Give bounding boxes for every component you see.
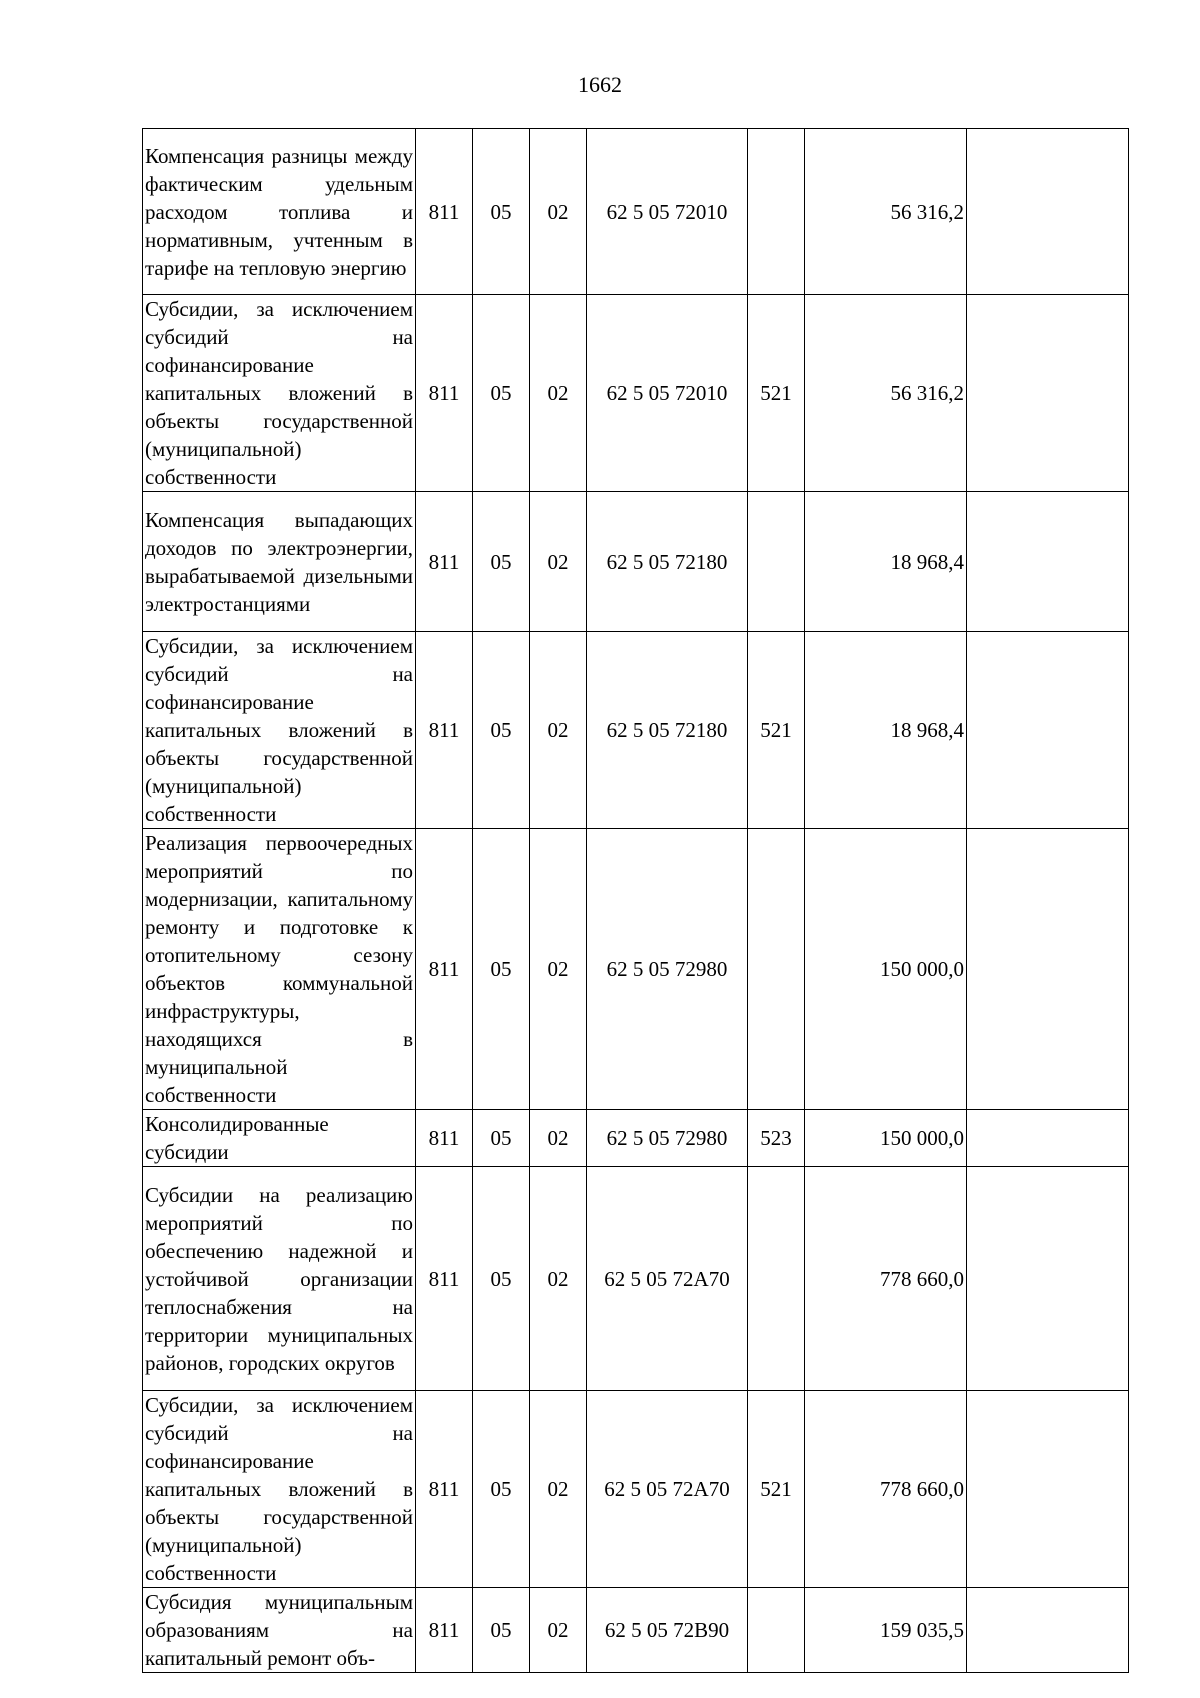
ved-code: 811 <box>416 1588 473 1673</box>
ved-code: 811 <box>416 632 473 829</box>
row-name: Субсидии, за исключением субсидий на софинансирование капитальных вложений в объекты государственной (муниципальной) собственности <box>143 632 416 829</box>
subsection-code: 02 <box>530 1588 587 1673</box>
subsection-code: 02 <box>530 492 587 632</box>
row-name: Субсидии, за исключением субсидий на софинансирование капитальных вложений в объекты государственной (муниципальной) собственности <box>143 1391 416 1588</box>
target-article-code: 62 5 05 72980 <box>587 1110 748 1167</box>
table-row <box>143 492 1129 632</box>
section-code: 05 <box>473 632 530 829</box>
target-article-code: 62 5 05 72180 <box>587 632 748 829</box>
amount: 778 660,0 <box>805 1391 967 1588</box>
amount: 18 968,4 <box>805 492 967 632</box>
amount: 56 316,2 <box>805 129 967 295</box>
subsection-code: 02 <box>530 1110 587 1167</box>
table-row <box>143 829 1129 1110</box>
extra-cell <box>967 632 1129 829</box>
amount: 778 660,0 <box>805 1167 967 1391</box>
table-row <box>143 632 1129 829</box>
expense-type-code: 521 <box>748 632 805 829</box>
target-article-code: 62 5 05 72180 <box>587 492 748 632</box>
expense-type-code: 523 <box>748 1110 805 1167</box>
ved-code: 811 <box>416 129 473 295</box>
subsection-code: 02 <box>530 632 587 829</box>
subsection-code: 02 <box>530 129 587 295</box>
amount: 56 316,2 <box>805 295 967 492</box>
ved-code: 811 <box>416 295 473 492</box>
extra-cell <box>967 1588 1129 1673</box>
table-row <box>143 1588 1129 1673</box>
extra-cell <box>967 295 1129 492</box>
target-article-code: 62 5 05 72А70 <box>587 1167 748 1391</box>
amount: 150 000,0 <box>805 1110 967 1167</box>
expense-type-code <box>748 129 805 295</box>
expense-type-code <box>748 1167 805 1391</box>
row-name: Консолидированные субсидии <box>143 1110 416 1167</box>
subsection-code: 02 <box>530 1391 587 1588</box>
amount: 150 000,0 <box>805 829 967 1110</box>
row-name: Субсидия муниципальным образованиям на капитальный ремонт объ- <box>143 1588 416 1673</box>
expense-type-code <box>748 1588 805 1673</box>
table-row <box>143 1110 1129 1167</box>
ved-code: 811 <box>416 829 473 1110</box>
section-code: 05 <box>473 1167 530 1391</box>
table-row <box>143 1167 1129 1391</box>
section-code: 05 <box>473 1588 530 1673</box>
extra-cell <box>967 1391 1129 1588</box>
target-article-code: 62 5 05 72А70 <box>587 1391 748 1588</box>
target-article-code: 62 5 05 72010 <box>587 295 748 492</box>
row-name: Субсидии, за исключением субсидий на софинансирование капитальных вложений в объекты государственной (муниципальной) собственности <box>143 295 416 492</box>
table-row <box>143 129 1129 295</box>
section-code: 05 <box>473 1110 530 1167</box>
extra-cell <box>967 492 1129 632</box>
extra-cell <box>967 129 1129 295</box>
target-article-code: 62 5 05 72010 <box>587 129 748 295</box>
page-number: 1662 <box>578 72 622 97</box>
amount: 18 968,4 <box>805 632 967 829</box>
amount: 159 035,5 <box>805 1588 967 1673</box>
expense-type-code: 521 <box>748 295 805 492</box>
extra-cell <box>967 1110 1129 1167</box>
ved-code: 811 <box>416 1167 473 1391</box>
extra-cell <box>967 829 1129 1110</box>
subsection-code: 02 <box>530 295 587 492</box>
extra-cell <box>967 1167 1129 1391</box>
table-row <box>143 295 1129 492</box>
table-row <box>143 1391 1129 1588</box>
section-code: 05 <box>473 1391 530 1588</box>
ved-code: 811 <box>416 492 473 632</box>
subsection-code: 02 <box>530 829 587 1110</box>
row-name: Компенсация разницы между фактическим удельным расходом топлива и нормативным, учтенным в тарифе на тепловую энергию <box>143 129 416 295</box>
ved-code: 811 <box>416 1110 473 1167</box>
section-code: 05 <box>473 129 530 295</box>
section-code: 05 <box>473 295 530 492</box>
target-article-code: 62 5 05 72В90 <box>587 1588 748 1673</box>
budget-table <box>142 128 1129 1673</box>
row-name: Реализация первоочередных мероприятий по модернизации, капитальному ремонту и подготовке к отопительному сезону объектов коммунальной инфраструктуры, находящихся в муниципальной собственности <box>143 829 416 1110</box>
expense-type-code: 521 <box>748 1391 805 1588</box>
row-name: Субсидии на реализацию мероприятий по обеспечению надежной и устойчивой организации теплоснабжения на территории муниципальных районов, городских округов <box>143 1167 416 1391</box>
ved-code: 811 <box>416 1391 473 1588</box>
target-article-code: 62 5 05 72980 <box>587 829 748 1110</box>
section-code: 05 <box>473 492 530 632</box>
section-code: 05 <box>473 829 530 1110</box>
subsection-code: 02 <box>530 1167 587 1391</box>
expense-type-code <box>748 829 805 1110</box>
expense-type-code <box>748 492 805 632</box>
row-name: Компенсация выпадающих доходов по электроэнергии, вырабатываемой дизельными электростанциями <box>143 492 416 632</box>
